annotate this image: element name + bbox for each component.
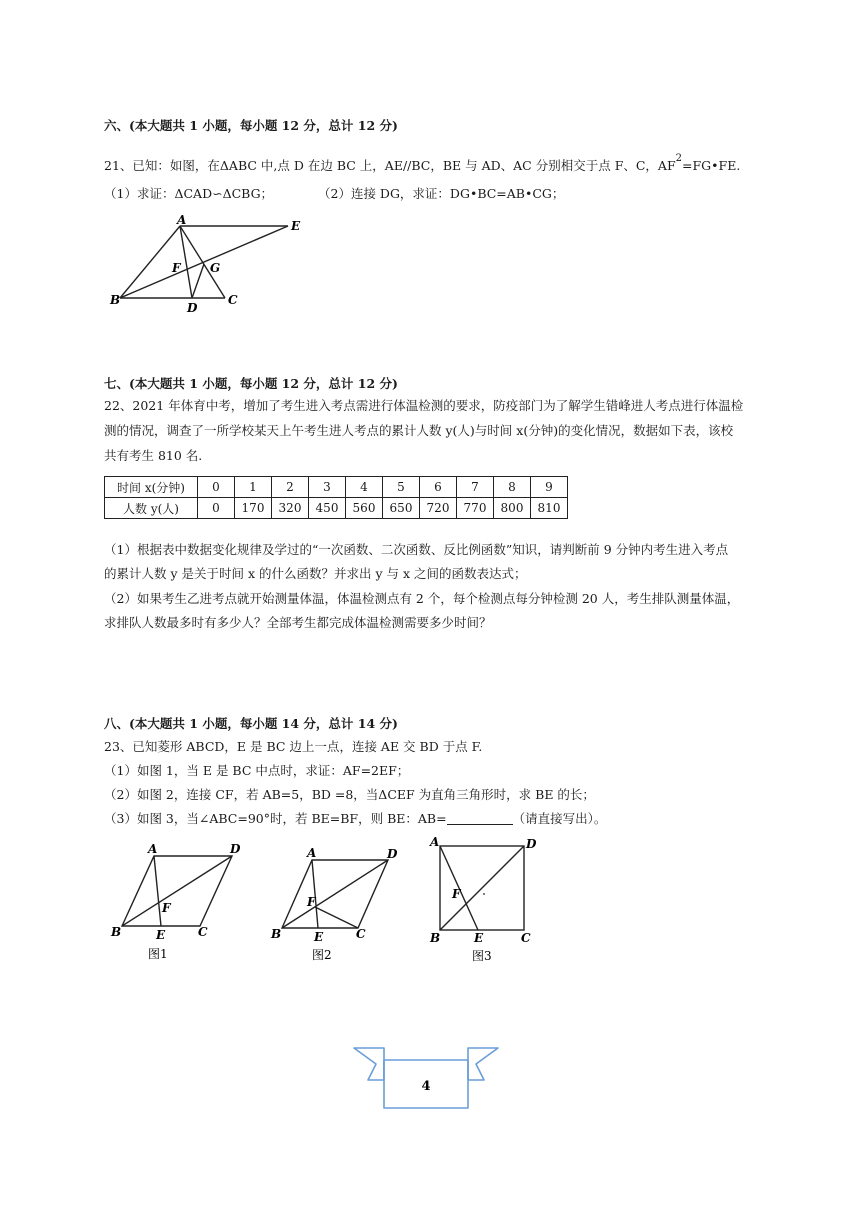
fig2-label-d: D [387, 847, 398, 861]
table-row-header-time: 时间 x(分钟) [105, 477, 198, 498]
table-cell: 2 [272, 477, 309, 498]
fig3-label-b: B [430, 931, 441, 945]
figure-21-diagram [108, 212, 308, 317]
fig21-label-g: G [210, 261, 221, 275]
question-23-part-3-a: （3）如图 3，当∠ABC=90°时，若 BE=BF，则 BE：AB= [104, 811, 447, 826]
figure-21 [108, 212, 308, 321]
data-table-grid [104, 476, 568, 519]
fig21-label-b: B [110, 293, 121, 307]
table-cell: 810 [531, 498, 568, 519]
question-23-part-1: （1）如图 1，当 E 是 BC 中点时，求证：AF=2EF； [104, 763, 410, 778]
question-23-part-3 [104, 811, 606, 827]
fig1-label-c: C [198, 925, 208, 939]
question-21-part-2: （2）连接 DG，求证：DG•BC=AB•CG； [318, 186, 565, 201]
question-22-line-3: 共有考生 810 名. [104, 448, 203, 463]
table-cell: 8 [494, 477, 531, 498]
fig3-label-a: A [430, 835, 440, 849]
question-22-line-2: 测的情况，调查了一所学校某天上午考生进人考点的累计人数 y(人)与时间 x(分钟)的变化情况，数据如下表，该校 [104, 423, 734, 438]
question-22-part-2-line-1: （2）如果考生乙进考点就开始测量体温，体温检测点有 2 个，每个检测点每分钟检测 20 人，考生排队测量体温， [104, 591, 740, 606]
table-cell: 770 [457, 498, 494, 519]
fig2-label-c: C [356, 927, 366, 941]
data-table [104, 476, 568, 519]
section-7-heading: 七、(本大题共 1 小题，每小题 12 分，总计 12 分) [104, 376, 398, 391]
fig2-label-e: E [314, 930, 324, 944]
question-22-part-1-line-1: （1）根据表中数据变化规律及学过的“一次函数、二次函数、反比例函数”知识，请判断前 9 分钟内考生进入考点 [104, 542, 729, 557]
fig3-caption: 图3 [472, 949, 492, 963]
table-cell: 4 [346, 477, 383, 498]
table-cell: 720 [420, 498, 457, 519]
fig3-dot [483, 893, 485, 895]
question-21-stem [104, 155, 740, 174]
table-cell: 560 [346, 498, 383, 519]
fig21-label-a: A [177, 213, 187, 227]
table-cell: 650 [383, 498, 420, 519]
figure-3-diagram [428, 834, 548, 966]
fig3-label-d: D [526, 837, 537, 851]
fig2-label-a: A [307, 846, 317, 860]
fig2-label-b: B [271, 927, 282, 941]
ribbon-icon [350, 1040, 502, 1116]
table-row-header-count: 人数 y(人) [105, 498, 198, 519]
table-cell: 170 [235, 498, 272, 519]
table-cell: 450 [309, 498, 346, 519]
fig21-label-c: C [228, 293, 238, 307]
table-cell: 6 [420, 477, 457, 498]
figure-23-1 [108, 840, 258, 972]
table-cell: 0 [198, 498, 235, 519]
fig3-label-e: E [474, 931, 484, 945]
table-cell: 9 [531, 477, 568, 498]
table-row [105, 498, 568, 519]
question-22-part-1-line-2: 的累计人数 y 是关于时间 x 的什么函数？并求出 y 与 x 之间的函数表达式； [104, 566, 527, 581]
fig21-label-f: F [172, 261, 181, 275]
figure-2-diagram [270, 846, 410, 968]
table-cell: 1 [235, 477, 272, 498]
table-cell: 3 [309, 477, 346, 498]
fig1-label-d: D [230, 842, 241, 856]
question-23-part-3-b: （请直接写出）。 [512, 811, 607, 826]
section-8-heading: 八、(本大题共 1 小题，每小题 14 分，总计 14 分) [104, 716, 398, 731]
fig1-label-f: F [162, 901, 171, 915]
question-21-stem-b: =FG•FE. [682, 158, 741, 174]
table-cell: 7 [457, 477, 494, 498]
question-23-part-2: （2）如图 2，连接 CF，若 AB=5，BD =8，当ΔCEF 为直角三角形时，求 BE 的长； [104, 787, 595, 802]
question-21-exponent: 2 [675, 153, 683, 164]
fig1-caption: 图1 [148, 947, 168, 961]
fig3-label-f: F [452, 887, 461, 901]
figure-1-diagram [108, 840, 258, 968]
question-22-part-2-line-2: 求排队人数最多时有多少人？全部考生都完成体温检测需要多少时间？ [104, 615, 492, 630]
table-cell: 0 [198, 477, 235, 498]
fig21-label-d: D [187, 301, 198, 315]
answer-blank [447, 812, 513, 825]
fig1-label-b: B [111, 925, 122, 939]
question-21-part-1: （1）求证：ΔCAD∽ΔCBG； [104, 186, 274, 201]
fig1-label-a: A [148, 842, 158, 856]
table-cell: 800 [494, 498, 531, 519]
page-number: 4 [421, 1079, 431, 1094]
fig1-label-e: E [156, 928, 166, 942]
page-number-ribbon [350, 1040, 502, 1120]
fig3-label-c: C [521, 931, 531, 945]
figure-23-2 [270, 846, 410, 972]
table-cell: 320 [272, 498, 309, 519]
fig21-label-e: E [291, 219, 301, 233]
table-cell: 5 [383, 477, 420, 498]
table-row [105, 477, 568, 498]
section-6-heading: 六、(本大题共 1 小题，每小题 12 分，总计 12 分) [104, 118, 398, 133]
question-22-line-1: 22、2021 年体育中考，增加了考生进入考点需进行体温检测的要求，防疫部门为了解学生错峰进人考点进行体温检 [104, 398, 744, 413]
fig2-caption: 图2 [312, 948, 332, 962]
question-21-stem-a: 21、已知：如图，在ΔABC 中,点 D 在边 BC 上，AE//BC，BE 与 AD、AC 分别相交于点 F、C，AF [104, 158, 676, 174]
question-23-line-1: 23、已知菱形 ABCD，E 是 BC 边上一点，连接 AE 交 BD 于点 F. [104, 739, 483, 754]
figure-23-3 [428, 834, 548, 970]
fig2-label-f: F [307, 895, 316, 909]
